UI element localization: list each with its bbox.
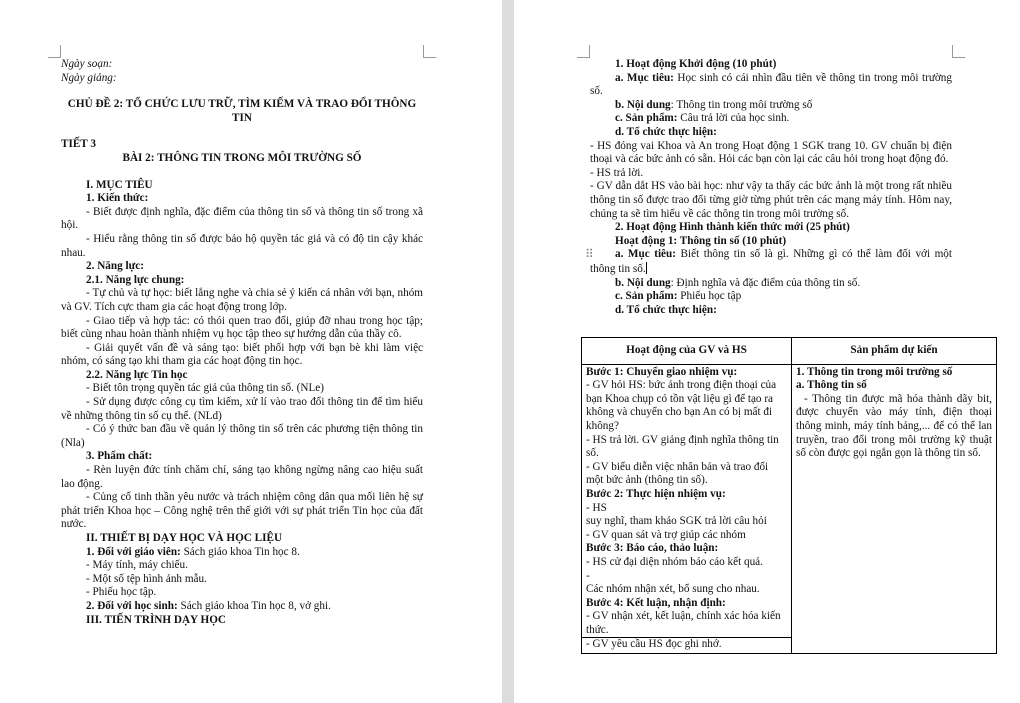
text: Phiếu học tập [677,290,742,303]
page-gap [502,0,514,703]
student-text: Sách giáo khoa Tin học 8, vở ghi. [177,599,331,612]
cell-line: - GV quan sát và trợ giúp các nhóm [586,528,746,541]
cell-line: - HS [586,501,607,514]
cell-line: - GV yêu cầu HS đọc ghi nhớ. [586,638,722,651]
cell-line: Các nhóm nhận xét, bổ sung cho nhau. [586,583,760,596]
lesson-title: BÀI 2: THÔNG TIN TRONG MÔI TRƯỜNG SỐ [122,151,362,164]
step-heading: Bước 1: Chuyển giao nhiệm vụ: [586,365,738,378]
margin-corner-mark [952,45,965,58]
cell-line: - GV biểu diễn việc nhân bản và trao đổi một bức ảnh (thông tin số). [586,460,769,487]
drag-handle-icon[interactable]: ⠿ [585,247,594,262]
paragraph: - Hiểu rằng thông tin số được bảo hộ quyền tác giả và có độ tin cậy khác nhau. [61,232,423,259]
lesson-number: TIẾT 3 [61,138,96,151]
paragraph: - Biết được định nghĩa, đặc điểm của thông tin số và thông tin số trong xã hội. [61,205,423,232]
paragraph: - Biết tôn trọng quyền tác giả của thông tin số. (NLe) [86,382,324,395]
list-item: - Phiếu học tập. [86,586,157,599]
paragraph [61,546,423,560]
paragraph: - Có ý thức ban đầu về quản lý thông tin số trên các phương tiện thông tin (Nla) [61,423,423,449]
step-heading: Bước 4: Kết luận, nhận định: [586,596,726,609]
table-header-product: Sản phẩm dự kiến [792,338,997,365]
cell-line: - [586,569,590,582]
subsection-heading: 2. Năng lực: [86,260,144,273]
paragraph [585,247,953,276]
teacher-text: Sách giáo khoa Tin học 8. [180,545,300,558]
paragraph: - Giao tiếp và hợp tác: có thói quen trao đổi, giúp đỡ nhau trong học tập; biết cùng nhau hoàn thành nhiệm vụ học tập theo sự hướng dẫn của thầy cô. [61,314,423,341]
subsection-heading: 1. Kiến thức: [86,192,149,205]
subactivity-heading: Hoạt động 1: Thông tin số (10 phút) [615,234,787,247]
text: : Định nghĩa và đặc điểm của thông tin số. [670,276,861,289]
paragraph [590,99,952,113]
text-cursor [646,262,647,274]
subsection-heading: 2.1. Năng lực chung: [86,273,185,286]
text: Học sinh có cái nhìn đầu tiên về thông tin trong môi trường số. [590,71,952,98]
document-page-right [514,0,1020,703]
cell-line: suy nghĩ, tham khảo SGK trả lời câu hỏi [586,515,767,528]
paragraph: - Củng cố tinh thần yêu nước và trách nhiệm công dân qua mối liên hệ sự phát triển Khoa học – Công nghệ trên thế giới với sự phát triển Tin học của đất nước. [61,491,423,531]
document-page-left [0,0,502,703]
subsection-heading: d. Tổ chức thực hiện: [615,125,717,138]
step-heading: Bước 2: Thực hiện nhiệm vụ: [586,487,726,500]
margin-corner-mark [48,45,61,58]
section-heading: III. TIẾN TRÌNH DẠY HỌC [86,613,226,626]
section-heading: II. THIẾT BỊ DẠY HỌC VÀ HỌC LIỆU [86,532,283,544]
paragraph: - Rèn luyện đức tính chăm chỉ, sáng tạo không ngừng nâng cao hiệu suất lao động. [61,464,423,490]
paragraph [590,112,952,126]
label: b. Nội dung [615,98,671,111]
date-prepare: Ngày soạn: [61,58,113,70]
paragraph [590,72,952,99]
teacher-label: 1. Đối với giáo viên: [86,545,181,558]
table-cell-product[interactable] [792,364,997,653]
table-header-row [582,338,997,365]
cell-line: - GV nhận xét, kết luận, chính xác hóa kiến thức. [586,610,781,636]
paragraph [590,290,952,304]
activity-heading: 2. Hoạt động Hình thành kiến thức mới (25 phút) [615,221,850,234]
table-cell-activity[interactable] [582,364,792,653]
label: c. Sản phẩm: [615,290,678,303]
table-row [582,364,997,653]
paragraph: - GV dẫn dắt HS vào bài học: như vậy ta thấy các bức ảnh là một trong rất nhiều thông tin số được trao đổi từng giờ từng phút trên các mạng máy tính. Hôm nay, chúng ta sẽ tìm hiểu về các thông tin trong môi trường số. [590,180,952,220]
paragraph [61,600,423,614]
step-heading: Bước 3: Báo cáo, thảo luận: [586,542,719,555]
product-heading: 1. Thông tin trong môi trường số [796,365,953,378]
cell-line: - HS trả lời. GV giảng định nghĩa thông tin số. [586,433,779,460]
text: : Thông tin trong môi trường số [670,98,813,111]
label: a. Mục tiêu: [615,71,674,84]
cell-line: - GV hỏi HS: bức ảnh trong điện thoại của bạn Khoa chụp có tồn vật liệu gì để tạo ra không và chuyển cho bạn An có bị mất đi không? [586,379,777,432]
topic-title: CHỦ ĐỀ 2: TỔ CHỨC LƯU TRỮ, TÌM KIẾM VÀ TRAO ĐỔI THÔNG TIN [67,98,417,124]
label: b. Nội dung [615,276,671,289]
table-header-activity: Hoạt động của GV và HS [582,338,792,365]
subsection-heading: 2.2. Năng lực Tin học [86,368,188,381]
paragraph [590,277,952,291]
page-text-left[interactable] [61,58,423,627]
text: Biết thông tin số là gì. Những gì có thể làm đối với một thông tin số. [590,248,953,275]
list-item: - Máy tính, máy chiếu. [86,559,188,572]
activity-heading: 1. Hoạt động Khởi động (10 phút) [615,58,777,70]
margin-corner-mark [577,45,590,58]
section-heading: I. MỤC TIÊU [86,178,153,191]
label: c. Sản phẩm: [615,112,678,125]
paragraph: - HS trả lời. [590,166,644,179]
paragraph: - Tự chủ và tự học: biết lắng nghe và chia sẻ ý kiến cá nhân với bạn, nhóm và GV. Tích cực tham gia các hoạt động trong lớp. [61,287,423,313]
label: a. Mục tiêu: [615,248,676,261]
list-item: - Một số tệp hình ảnh mẫu. [86,572,207,585]
subsection-heading: d. Tổ chức thực hiện: [615,303,717,316]
paragraph: - Giải quyết vấn đề và sáng tạo: biết phối hợp với bạn bè khi làm việc nhóm, có sáng tạo khi tham gia các hoạt động tin học. [61,341,423,368]
cell-line: - HS cử đại diện nhóm báo cáo kết quả. [586,555,763,568]
student-label: 2. Đối với học sinh: [86,599,178,612]
text: Câu trả lời của học sinh. [677,112,790,125]
page-text-right[interactable] [585,58,992,651]
date-teach: Ngày giảng: [61,71,117,84]
paragraph: - HS đóng vai Khoa và An trong Hoạt động 1 SGK trang 10. GV chuẩn bị điện thoại và các bức ảnh có sẵn. Hỏi các bạn còn lại các câu hỏi trong hoạt động đó. [590,139,952,166]
subsection-heading: 3. Phẩm chất: [86,450,153,463]
paragraph: - Sử dụng được công cụ tìm kiếm, xử lí vào trao đổi thông tin để tìm hiểu về những thông tin số cụ thể. (NLd) [61,396,423,422]
activity-table[interactable] [581,337,997,654]
product-subheading: a. Thông tin số [796,379,867,392]
margin-corner-mark [423,45,436,58]
product-text: - Thông tin được mã hóa thành dãy bit, được chuyển vào máy tính, điện thoại thông minh, máy tính bảng,... để có thể lan truyền, trao đổi trong môi trường kỹ thuật số còn được gọi ngắn gọn là thông tin số. [796,392,992,460]
